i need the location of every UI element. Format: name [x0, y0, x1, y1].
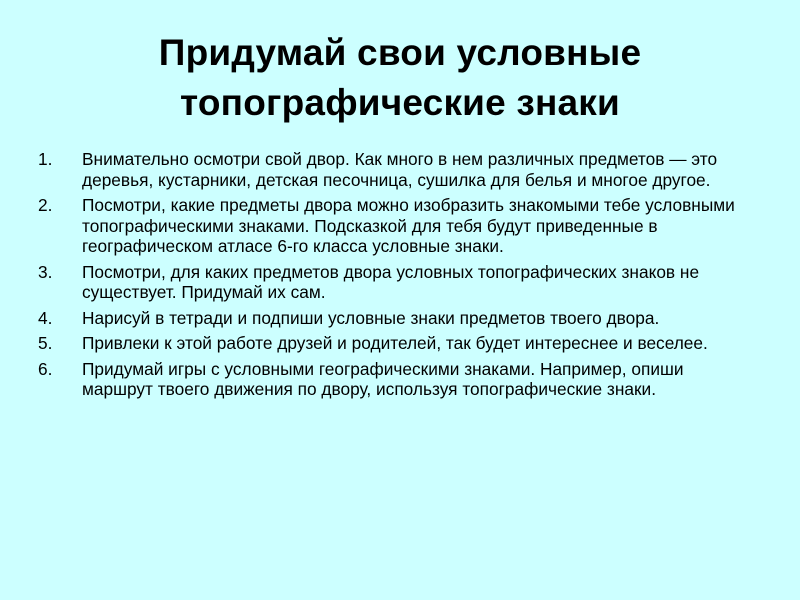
- task-text: Посмотри, для каких предметов двора условных топографических знаков не существует. Придумай их сам.: [82, 261, 700, 302]
- task-text: Привлеки к этой работе друзей и родителей, так будет интереснее и веселее.: [82, 333, 708, 353]
- task-number: 6.: [38, 358, 53, 379]
- task-item-6: [38, 359, 758, 400]
- task-number: 5.: [38, 333, 53, 353]
- slide-title: [40, 28, 760, 128]
- task-number: 1.: [38, 149, 53, 169]
- slide-title-line-2: топографические знаки: [180, 82, 620, 123]
- task-number: 4.: [38, 307, 53, 328]
- task-item-3: [38, 262, 758, 303]
- slide-title-line-1: Придумай свои условные: [158, 32, 642, 73]
- task-text: Внимательно осмотри свой двор. Как много в нем различных предметов — это деревья, кустарники, детская песочница, сушилка для белья и многое другое.: [82, 149, 718, 190]
- task-item-5: [38, 333, 758, 354]
- task-item-2: [38, 195, 758, 257]
- task-item-1: [38, 149, 758, 190]
- task-number: 2.: [38, 195, 53, 215]
- task-text: Придумай игры с условными географическими знаками. Например, опиши маршрут твоего движения по двору, используя топографические знаки.: [82, 358, 684, 399]
- task-item-4: [38, 308, 758, 329]
- task-number: 3.: [38, 261, 53, 282]
- task-text: Посмотри, какие предметы двора можно изобразить знакомыми тебе условными топографическими знаками. Подсказкой для тебя будут приведенные в географическом атласе 6-го класса условные знаки.: [82, 195, 735, 256]
- task-list: [38, 149, 758, 405]
- task-text: Нарисуй в тетради и подпиши условные знаки предметов твоего двора.: [82, 307, 660, 328]
